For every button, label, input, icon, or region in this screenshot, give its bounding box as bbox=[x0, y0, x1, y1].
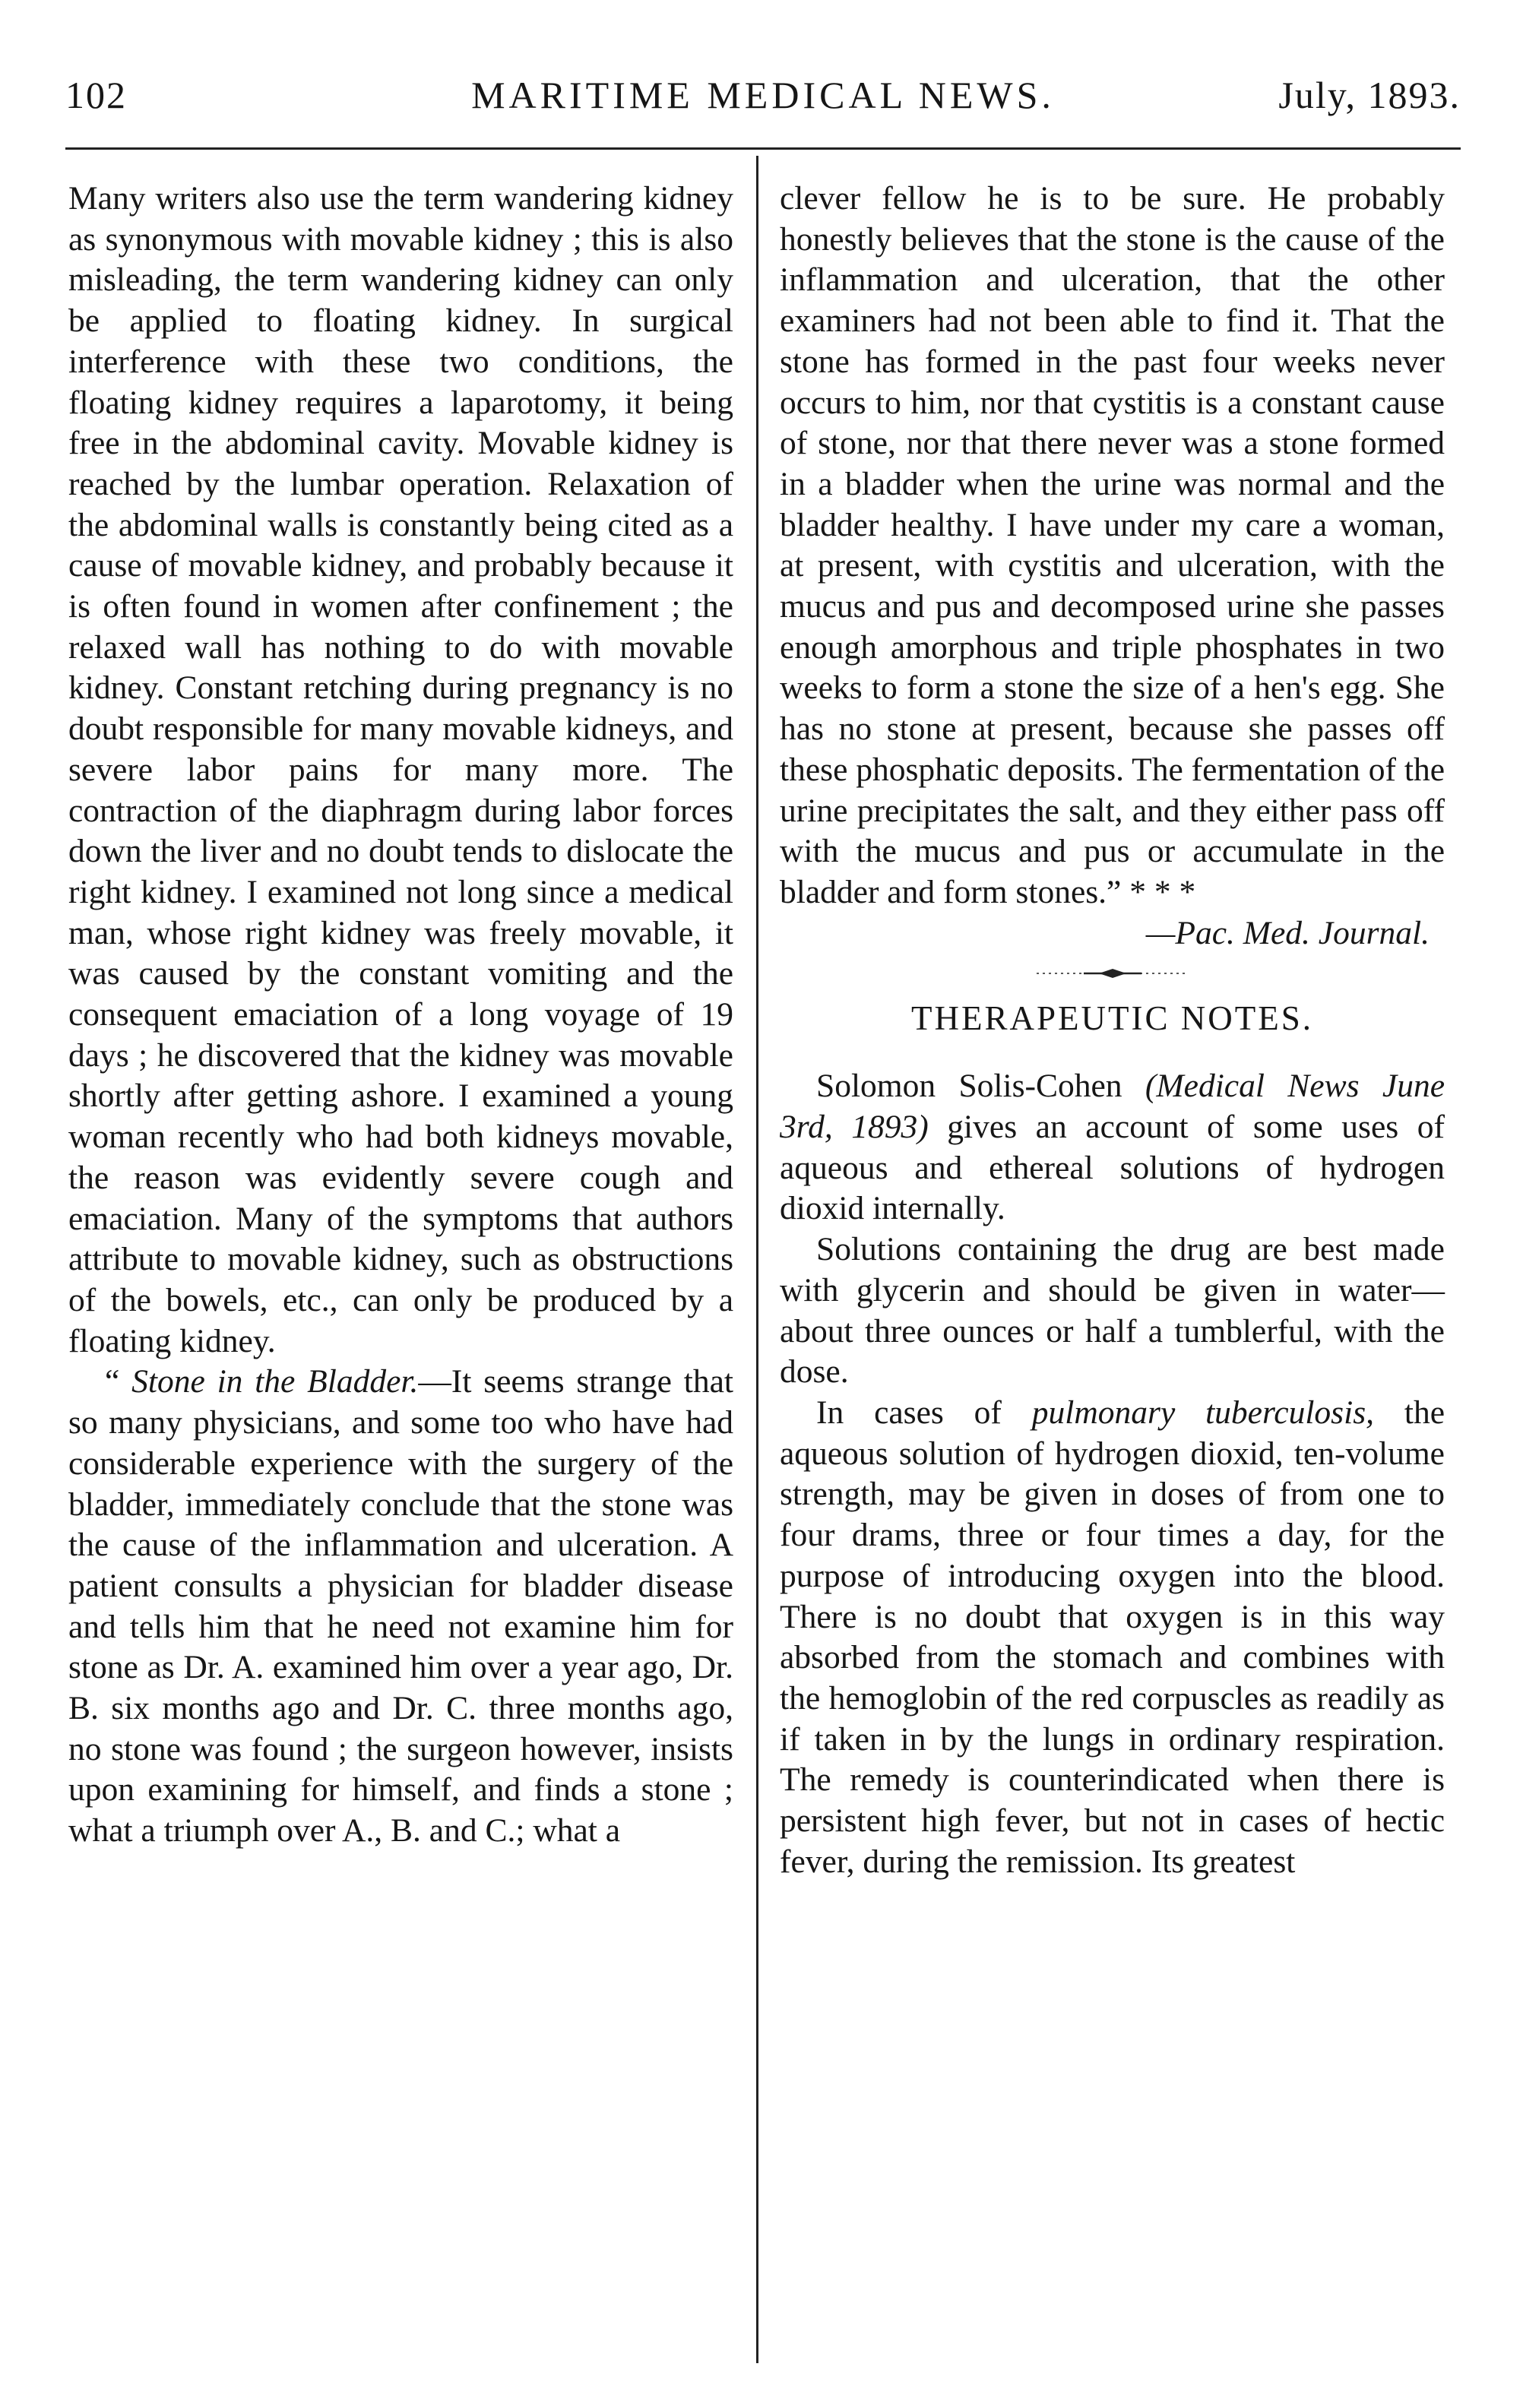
left-column bbox=[68, 179, 733, 1852]
paragraph-tuberculosis bbox=[780, 1393, 1445, 1882]
paragraph-continued: clever fellow he is to be sure. He probably honestly believes that the stone is the cause of the inflammation and ulceration, that the other examiners had not been able to find it. That the stone has formed in the past four weeks never occurs to him, nor that cystitis is a constant cause of stone, nor that there never was a stone formed in a bladder when the urine was normal and the bladder healthy. I have under my care a woman, at present, with cystitis and ulceration, with the mucus and pus and decomposed urine she passes enough amorphous and triple phosphates in two weeks to form a stone the size of a hen's egg. She has no stone at present, because she passes off these phosphatic deposits. The fermentation of the urine precipitates the salt, and they either pass off with the mucus and pus or accumulate in the bladder and form stones.” * * * bbox=[780, 180, 1445, 910]
italic-term: pulmonary tuberculosis, bbox=[1031, 1394, 1375, 1431]
journal-title: MARITIME MEDICAL NEWS. bbox=[471, 74, 1055, 116]
header-rule bbox=[65, 147, 1461, 150]
column-divider bbox=[756, 156, 758, 2363]
paragraph-body: —It seems strange that so many physicians, and some too who have had considerable experience with the surgery of the bladder, immediately conclude that the stone was the cause of the inflammation and ulceration. A patient consults a physician for bladder disease and tells him that he need not examine him for stone as Dr. A. examined him over a year ago, Dr. B. six months ago and Dr. C. three months ago, no stone was found ; the surgeon however, insists upon examining for himself, and finds a stone ; what a triumph over A., B. and C.; what a bbox=[68, 1363, 733, 1850]
paragraph-body: the aqueous solution of hydrogen dioxid, ten-volume strength, may be given in doses of from one to four drams, three or four times a day, for the purpose of introducing oxygen into the blood. There is no doubt that oxygen is in this way absorbed from the stomach and combines with the hemoglobin of the red corpuscles as readily as if taken in by the lungs in ordinary respiration. The remedy is counterindicated when there is persistent high fever, but not in cases of hectic fever, during the remission. Its greatest bbox=[780, 1394, 1445, 1880]
page-number: 102 bbox=[65, 74, 127, 116]
paragraph-lead: In cases of bbox=[816, 1394, 1002, 1431]
paragraph-body: gives an account of some uses of aqueous and ethereal solutions of hydrogen dioxid internally. bbox=[780, 1109, 1445, 1227]
paragraph-solis-cohen bbox=[780, 1066, 1445, 1229]
section-ornament bbox=[780, 954, 1445, 993]
author-name: Solomon Solis-Cohen bbox=[816, 1068, 1122, 1105]
run-in-heading: Stone in the Bladder. bbox=[131, 1363, 419, 1400]
ornament-divider-icon bbox=[1037, 968, 1189, 979]
paragraph-movable-kidney: Many writers also use the term wandering kidney as synonymous with movable kidney ; this is also misleading, the term wandering kidney can only be applied to floating kidney. In surgical interference with these two conditions, the floating kidney requires a laparotomy, it being free in the abdominal cavity. Movable kidney is reached by the lumbar operation. Relaxation of the abdominal walls is constantly being cited as a cause of movable kidney, and probably because it is often found in women after confinement ; the relaxed wall has nothing to do with movable kidney. Constant retching during pregnancy is no doubt responsible for many movable kidneys, and severe labor pains for many more. The contraction of the diaphragm during labor forces down the liver and no doubt tends to dislocate the right kidney. I examined not long since a medical man, whose right kidney was freely movable, it was caused by the constant vomiting and the consequent emaciation of a long voyage of 19 days ; he discovered that the kidney was movable shortly after getting ashore. I examined a young woman recently who had both kidneys movable, the reason was evidently severe cough and emaciation. Many of the symptoms that authors attribute to movable kidney, such as obstructions of the bowels, etc., can only be produced by a floating kidney. bbox=[68, 180, 733, 1359]
running-head bbox=[65, 73, 1461, 134]
citation: (Medical News June 3rd, 1893) bbox=[780, 1068, 1445, 1146]
paragraph-solutions: Solutions containing the drug are best made with glycerin and should be given in water—about three ounces or half a tumblerful, with the dose. bbox=[780, 1231, 1445, 1391]
paragraph-stone-in-bladder bbox=[68, 1362, 733, 1851]
open-quote: “ bbox=[105, 1363, 120, 1400]
right-column bbox=[780, 179, 1445, 1882]
source-attribution: —Pac. Med. Journal. bbox=[1145, 914, 1430, 951]
issue-date: July, 1893. bbox=[1278, 74, 1461, 116]
section-heading: THERAPEUTIC NOTES. bbox=[911, 999, 1313, 1038]
